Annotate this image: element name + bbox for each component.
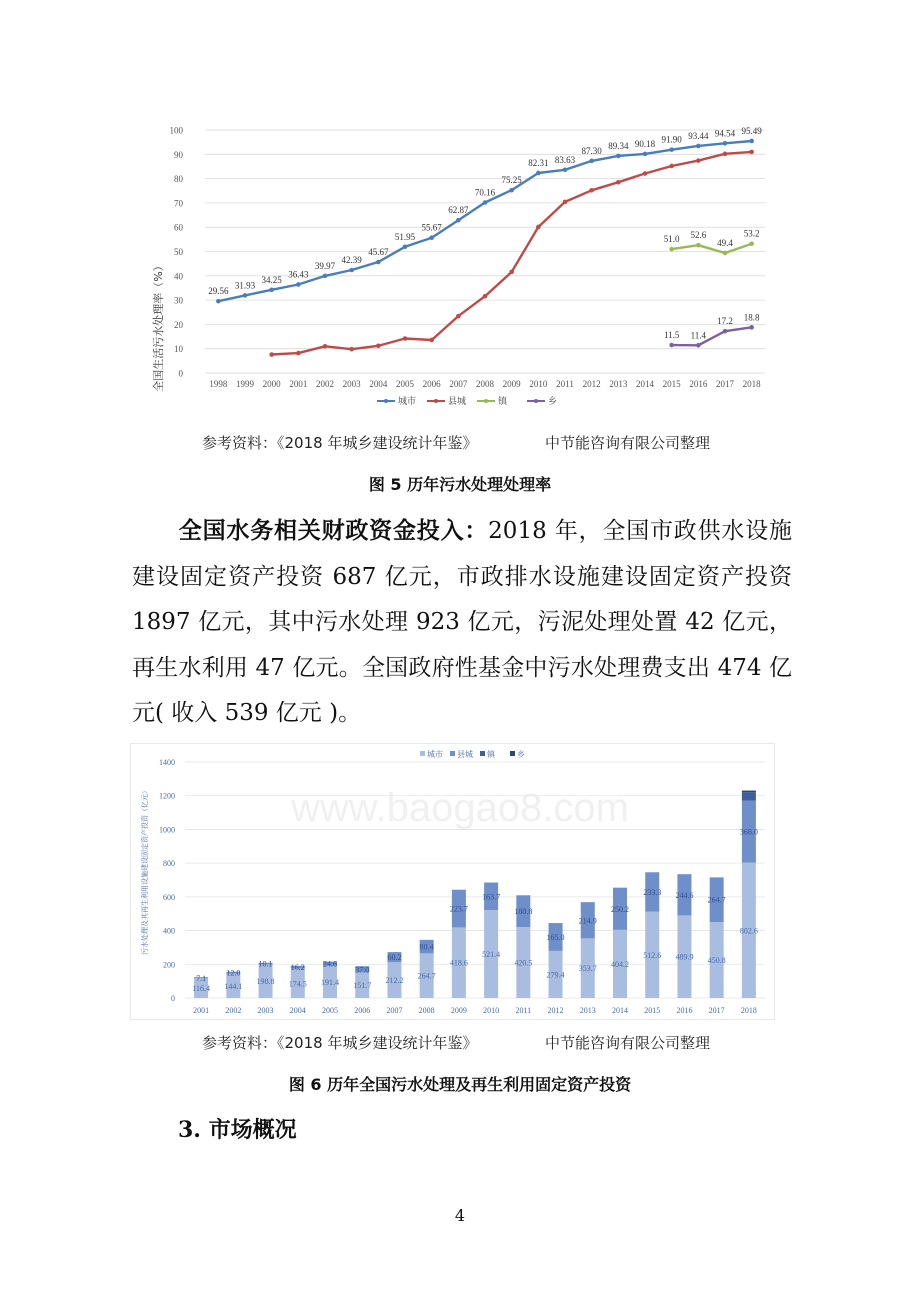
chart1-legend-label: 镇 bbox=[498, 397, 508, 407]
chart1-xtick-label: 2018 bbox=[742, 379, 761, 389]
chart1-xtick-label: 2011 bbox=[556, 379, 574, 389]
chart2-data-label: 233.3 bbox=[643, 887, 662, 897]
chart1-ytick-label: 50 bbox=[174, 247, 183, 257]
chart2-legend-swatch bbox=[480, 751, 485, 756]
chart1-xtick-label: 2000 bbox=[262, 379, 281, 389]
chart1-data-label: 82.31 bbox=[528, 157, 549, 168]
chart2-data-label: 151.7 bbox=[353, 981, 372, 991]
chart1-data-label: 51.95 bbox=[394, 231, 416, 242]
chart1-data-label: 52.6 bbox=[690, 230, 707, 241]
chart1-xtick-label: 2002 bbox=[316, 379, 334, 389]
chart1-xtick-label: 2010 bbox=[529, 379, 548, 389]
chart1-point bbox=[696, 243, 701, 248]
chart1-point bbox=[509, 270, 514, 275]
chart1-legend-label: 城市 bbox=[398, 397, 417, 407]
chart1-point bbox=[349, 347, 354, 352]
chart1-xtick-label: 2013 bbox=[609, 379, 628, 389]
chart1-data-label: 90.18 bbox=[634, 138, 656, 149]
chart2-legend-label: 城市 bbox=[427, 750, 443, 759]
chart2-data-label: 24.6 bbox=[323, 959, 337, 969]
chart2-xtick-label: 2011 bbox=[515, 1006, 532, 1015]
chart1-point bbox=[536, 225, 541, 230]
chart1-point bbox=[536, 171, 541, 176]
chart2-data-label: 368.0 bbox=[739, 827, 758, 837]
chart2-data-label: 264.7 bbox=[417, 971, 436, 981]
chart1-point bbox=[323, 344, 328, 349]
chart1-point bbox=[589, 188, 594, 193]
chart1-legend-label: 县城 bbox=[448, 397, 467, 407]
watermark: www.baogao8.com bbox=[291, 786, 629, 830]
chart1-data-label: 53.2 bbox=[743, 228, 760, 239]
chart1-data-label: 55.67 bbox=[421, 222, 442, 233]
figure5-source-right: 中节能咨询有限公司整理 bbox=[545, 434, 711, 452]
chart1-data-label: 31.93 bbox=[234, 280, 256, 291]
chart1-point bbox=[696, 158, 701, 163]
chart2-xtick-label: 2007 bbox=[386, 1006, 403, 1015]
chart1-point bbox=[403, 244, 408, 249]
chart2-ytick-label: 1200 bbox=[159, 791, 175, 801]
chart2-xtick-label: 2015 bbox=[644, 1006, 661, 1015]
chart1-point bbox=[243, 293, 248, 298]
chart1-point bbox=[696, 343, 701, 348]
chart2-xtick-label: 2006 bbox=[354, 1006, 371, 1015]
chart2-legend-label: 县城 bbox=[457, 750, 473, 759]
chart2-ytick-label: 800 bbox=[163, 859, 175, 869]
chart1-series-line-乡 bbox=[672, 327, 752, 345]
body-paragraph bbox=[132, 508, 792, 737]
chart2-data-label: 353.7 bbox=[578, 964, 597, 974]
chart1-data-label: 83.63 bbox=[554, 154, 576, 165]
chart1-ytick-label: 40 bbox=[174, 271, 183, 282]
chart1-ytick-label: 30 bbox=[174, 295, 183, 306]
chart1-point bbox=[296, 351, 301, 356]
chart1-data-label: 49.4 bbox=[717, 237, 733, 248]
chart2-data-label: 418.6 bbox=[449, 958, 468, 968]
chart1-point bbox=[269, 287, 274, 292]
chart1-point bbox=[429, 338, 434, 343]
chart1-point bbox=[483, 294, 488, 299]
chart1-point bbox=[749, 241, 754, 246]
chart1-data-label: 51.0 bbox=[663, 234, 680, 245]
chart1-xtick-label: 2009 bbox=[502, 379, 521, 389]
chart1-point bbox=[216, 299, 221, 304]
figure5-source-left: 参考资料：《2018 年城乡建设统计年鉴》 bbox=[202, 434, 478, 452]
chart1-data-label: 75.25 bbox=[501, 175, 522, 186]
chart1-data-label: 93.44 bbox=[688, 130, 709, 141]
chart1-xtick-label: 2012 bbox=[582, 379, 601, 389]
chart2-data-label: 10.1 bbox=[258, 959, 273, 969]
chart1-point bbox=[509, 188, 514, 193]
chart2-ylabel: 污水处理及其再生利用设施建设固定资产投资（亿元） bbox=[141, 787, 149, 955]
chart1-point bbox=[269, 352, 274, 357]
chart1-xtick-label: 1998 bbox=[209, 379, 228, 389]
chart1-data-label: 62.87 bbox=[448, 205, 469, 216]
chart1-legend-marker bbox=[434, 399, 438, 403]
chart2-data-label: 250.2 bbox=[611, 904, 629, 914]
chart1-ytick-label: 70 bbox=[174, 198, 183, 209]
page-number: 4 bbox=[454, 1206, 466, 1225]
chart1-point bbox=[669, 343, 674, 348]
chart2-xtick-label: 2014 bbox=[612, 1006, 628, 1015]
figure6-caption: 图 6 历年全国污水处理及再生利用固定资产投资 bbox=[288, 1075, 632, 1094]
chart2-data-label: 144.1 bbox=[224, 981, 243, 991]
chart1-point bbox=[429, 235, 434, 240]
chart1-legend-marker bbox=[484, 399, 488, 403]
chart2-ytick-label: 1000 bbox=[159, 825, 175, 835]
chart1-point bbox=[296, 282, 301, 287]
chart1-point bbox=[349, 268, 354, 273]
chart1-point bbox=[723, 141, 728, 146]
chart2-data-label: 223.7 bbox=[449, 904, 468, 914]
chart1-point bbox=[376, 260, 381, 265]
chart2-data-label: 521.4 bbox=[482, 950, 501, 960]
chart2-data-label: 420.5 bbox=[514, 958, 533, 968]
chart1-data-label: 70.16 bbox=[474, 187, 496, 198]
chart2-data-label: 279.4 bbox=[546, 970, 565, 980]
bar-chart-investment bbox=[130, 743, 775, 1020]
chart2-xtick-label: 2002 bbox=[225, 1006, 242, 1015]
chart2-xtick-label: 2008 bbox=[418, 1006, 435, 1015]
chart1-data-label: 36.43 bbox=[288, 269, 309, 280]
chart1-point bbox=[456, 218, 461, 223]
chart2-legend-swatch bbox=[510, 751, 515, 756]
chart2-bar-乡 bbox=[742, 791, 756, 793]
chart2-data-label: 174.5 bbox=[288, 979, 307, 989]
chart1-xtick-label: 2006 bbox=[422, 379, 441, 389]
chart1-point bbox=[563, 200, 568, 205]
chart1-ytick-label: 100 bbox=[169, 125, 183, 136]
chart1-xtick-label: 2003 bbox=[342, 379, 361, 389]
chart1-data-label: 87.30 bbox=[581, 145, 602, 156]
chart2-data-label: 16.2 bbox=[290, 963, 305, 973]
chart2-data-label: 188.8 bbox=[514, 907, 533, 917]
chart2-xtick-label: 2004 bbox=[289, 1006, 306, 1015]
chart2-xtick-label: 2001 bbox=[193, 1006, 210, 1015]
chart1-data-label: 34.25 bbox=[261, 274, 282, 285]
chart1-point bbox=[723, 329, 728, 334]
line-chart-treatment-rate bbox=[140, 118, 780, 418]
chart1-xtick-label: 2016 bbox=[689, 379, 708, 389]
chart1-xtick-label: 1999 bbox=[236, 379, 254, 389]
chart2-xtick-label: 2018 bbox=[740, 1006, 757, 1015]
chart1-ylabel: 全国生活污水处理率（%） bbox=[152, 260, 165, 392]
chart2-legend-swatch bbox=[420, 751, 425, 756]
chart2-ytick-label: 600 bbox=[163, 892, 175, 902]
chart1-xtick-label: 2001 bbox=[289, 379, 308, 389]
chart2-ytick-label: 200 bbox=[163, 960, 175, 970]
chart1-data-label: 89.34 bbox=[608, 140, 629, 151]
chart1-xtick-label: 2007 bbox=[449, 379, 468, 389]
chart1-legend-marker bbox=[384, 399, 388, 403]
chart2-legend-label: 镇 bbox=[487, 750, 495, 759]
chart2-xtick-label: 2017 bbox=[708, 1006, 725, 1015]
chart2-data-label: 191.4 bbox=[321, 977, 339, 987]
chart2-data-label: 264.7 bbox=[707, 895, 726, 905]
chart1-ytick-label: 60 bbox=[174, 222, 183, 233]
chart2-data-label: 163.7 bbox=[482, 892, 501, 902]
chart1-point bbox=[749, 139, 754, 144]
chart1-point bbox=[669, 247, 674, 252]
chart1-legend-marker bbox=[534, 399, 538, 403]
chart2-data-label: 802.6 bbox=[739, 926, 758, 936]
chart1-point bbox=[723, 251, 728, 256]
chart2-data-label: 7.1 bbox=[196, 973, 207, 983]
chart2-data-label: 60.2 bbox=[387, 953, 402, 963]
chart1-data-label: 42.39 bbox=[341, 254, 362, 265]
figure6-source-right: 中节能咨询有限公司整理 bbox=[545, 1034, 711, 1052]
chart2-data-label: 80.4 bbox=[419, 942, 434, 952]
chart2-data-label: 450.8 bbox=[707, 956, 726, 966]
chart2-data-label: 116.4 bbox=[192, 984, 210, 994]
chart1-ytick-label: 20 bbox=[174, 319, 183, 330]
chart1-point bbox=[749, 150, 754, 155]
chart1-data-label: 29.56 bbox=[208, 286, 229, 297]
chart1-point bbox=[723, 152, 728, 157]
chart1-point bbox=[749, 325, 754, 330]
chart1-data-label: 17.2 bbox=[717, 316, 733, 327]
chart1-data-label: 11.5 bbox=[663, 330, 680, 341]
chart1-point bbox=[696, 144, 701, 149]
paragraph-lead: 全国水务相关财政资金投入： bbox=[178, 517, 489, 544]
chart1-point bbox=[616, 154, 621, 159]
chart2-xtick-label: 2016 bbox=[676, 1006, 693, 1015]
chart1-point bbox=[456, 314, 461, 319]
chart1-ytick-label: 10 bbox=[174, 344, 183, 355]
chart1-xtick-label: 2017 bbox=[716, 379, 734, 389]
chart1-ytick-label: 80 bbox=[174, 174, 183, 185]
chart2-xtick-label: 2005 bbox=[322, 1006, 338, 1015]
chart2-xtick-label: 2012 bbox=[547, 1006, 564, 1015]
chart2-data-label: 404.2 bbox=[611, 959, 629, 969]
chart1-xtick-label: 2005 bbox=[396, 379, 414, 389]
chart2-data-label: 214.9 bbox=[578, 916, 597, 926]
chart2-legend-label: 乡 bbox=[517, 750, 525, 759]
chart1-point bbox=[323, 274, 328, 279]
figure6-source-left: 参考资料：《2018 年城乡建设统计年鉴》 bbox=[202, 1034, 478, 1052]
chart2-data-label: 512.6 bbox=[643, 950, 662, 960]
chart2-data-label: 244.6 bbox=[675, 890, 694, 900]
figure5-caption: 图 5 历年污水处理处理率 bbox=[368, 475, 552, 494]
chart2-data-label: 12.0 bbox=[226, 968, 241, 978]
chart1-point bbox=[376, 343, 381, 348]
chart2-data-label: 165.0 bbox=[546, 932, 565, 942]
chart2-xtick-label: 2013 bbox=[579, 1006, 596, 1015]
chart1-data-label: 45.67 bbox=[368, 247, 389, 258]
paragraph-body: 2018 年，全国市政供水设施建设固定资产投资 687 亿元，市政排水设施建设固定资产投资 1897 亿元，其中污水处理 923 亿元，污泥处理处置 42 亿元，再生水利用 47 亿元。全国政府性基金中污水处理费支出 474 亿元( 收入 539 亿元 )。 bbox=[132, 518, 792, 726]
chart1-point bbox=[643, 152, 648, 157]
chart2-data-label: 37.0 bbox=[355, 965, 370, 975]
chart1-ytick-label: 0 bbox=[178, 368, 183, 379]
chart2-legend-swatch bbox=[450, 751, 455, 756]
chart2-data-label: 198.8 bbox=[256, 977, 275, 987]
chart2-data-label: 489.9 bbox=[675, 952, 694, 962]
chart2-bar-镇 bbox=[742, 792, 756, 800]
chart1-data-label: 11.4 bbox=[690, 330, 707, 341]
chart1-xtick-label: 2008 bbox=[476, 379, 494, 389]
chart2-ytick-label: 1400 bbox=[159, 758, 175, 767]
chart2-ytick-label: 0 bbox=[171, 994, 175, 1003]
chart1-point bbox=[669, 147, 674, 152]
chart1-data-label: 18.8 bbox=[743, 312, 760, 323]
chart1-data-label: 95.49 bbox=[741, 125, 762, 136]
chart1-xtick-label: 2004 bbox=[369, 379, 388, 389]
chart1-point bbox=[643, 171, 648, 176]
chart1-data-label: 39.97 bbox=[314, 260, 336, 271]
chart2-xtick-label: 2003 bbox=[257, 1006, 274, 1015]
chart1-data-label: 94.54 bbox=[714, 128, 736, 139]
chart1-ytick-label: 90 bbox=[174, 149, 183, 160]
section-heading: 3. 市场概况 bbox=[178, 1117, 297, 1143]
chart1-point bbox=[403, 336, 408, 341]
chart1-point bbox=[563, 167, 568, 172]
chart1-xtick-label: 2015 bbox=[662, 379, 681, 389]
chart1-point bbox=[589, 159, 594, 164]
chart1-xtick-label: 2014 bbox=[636, 379, 654, 389]
chart1-point bbox=[669, 164, 674, 169]
chart2-ytick-label: 400 bbox=[163, 926, 175, 936]
chart2-xtick-label: 2009 bbox=[450, 1006, 467, 1015]
chart2-xtick-label: 2010 bbox=[483, 1006, 500, 1015]
chart1-point bbox=[616, 180, 621, 185]
chart1-legend-label: 乡 bbox=[548, 397, 558, 407]
chart1-point bbox=[483, 200, 488, 205]
chart2-data-label: 212.2 bbox=[385, 976, 404, 986]
chart1-data-label: 91.90 bbox=[661, 134, 682, 145]
